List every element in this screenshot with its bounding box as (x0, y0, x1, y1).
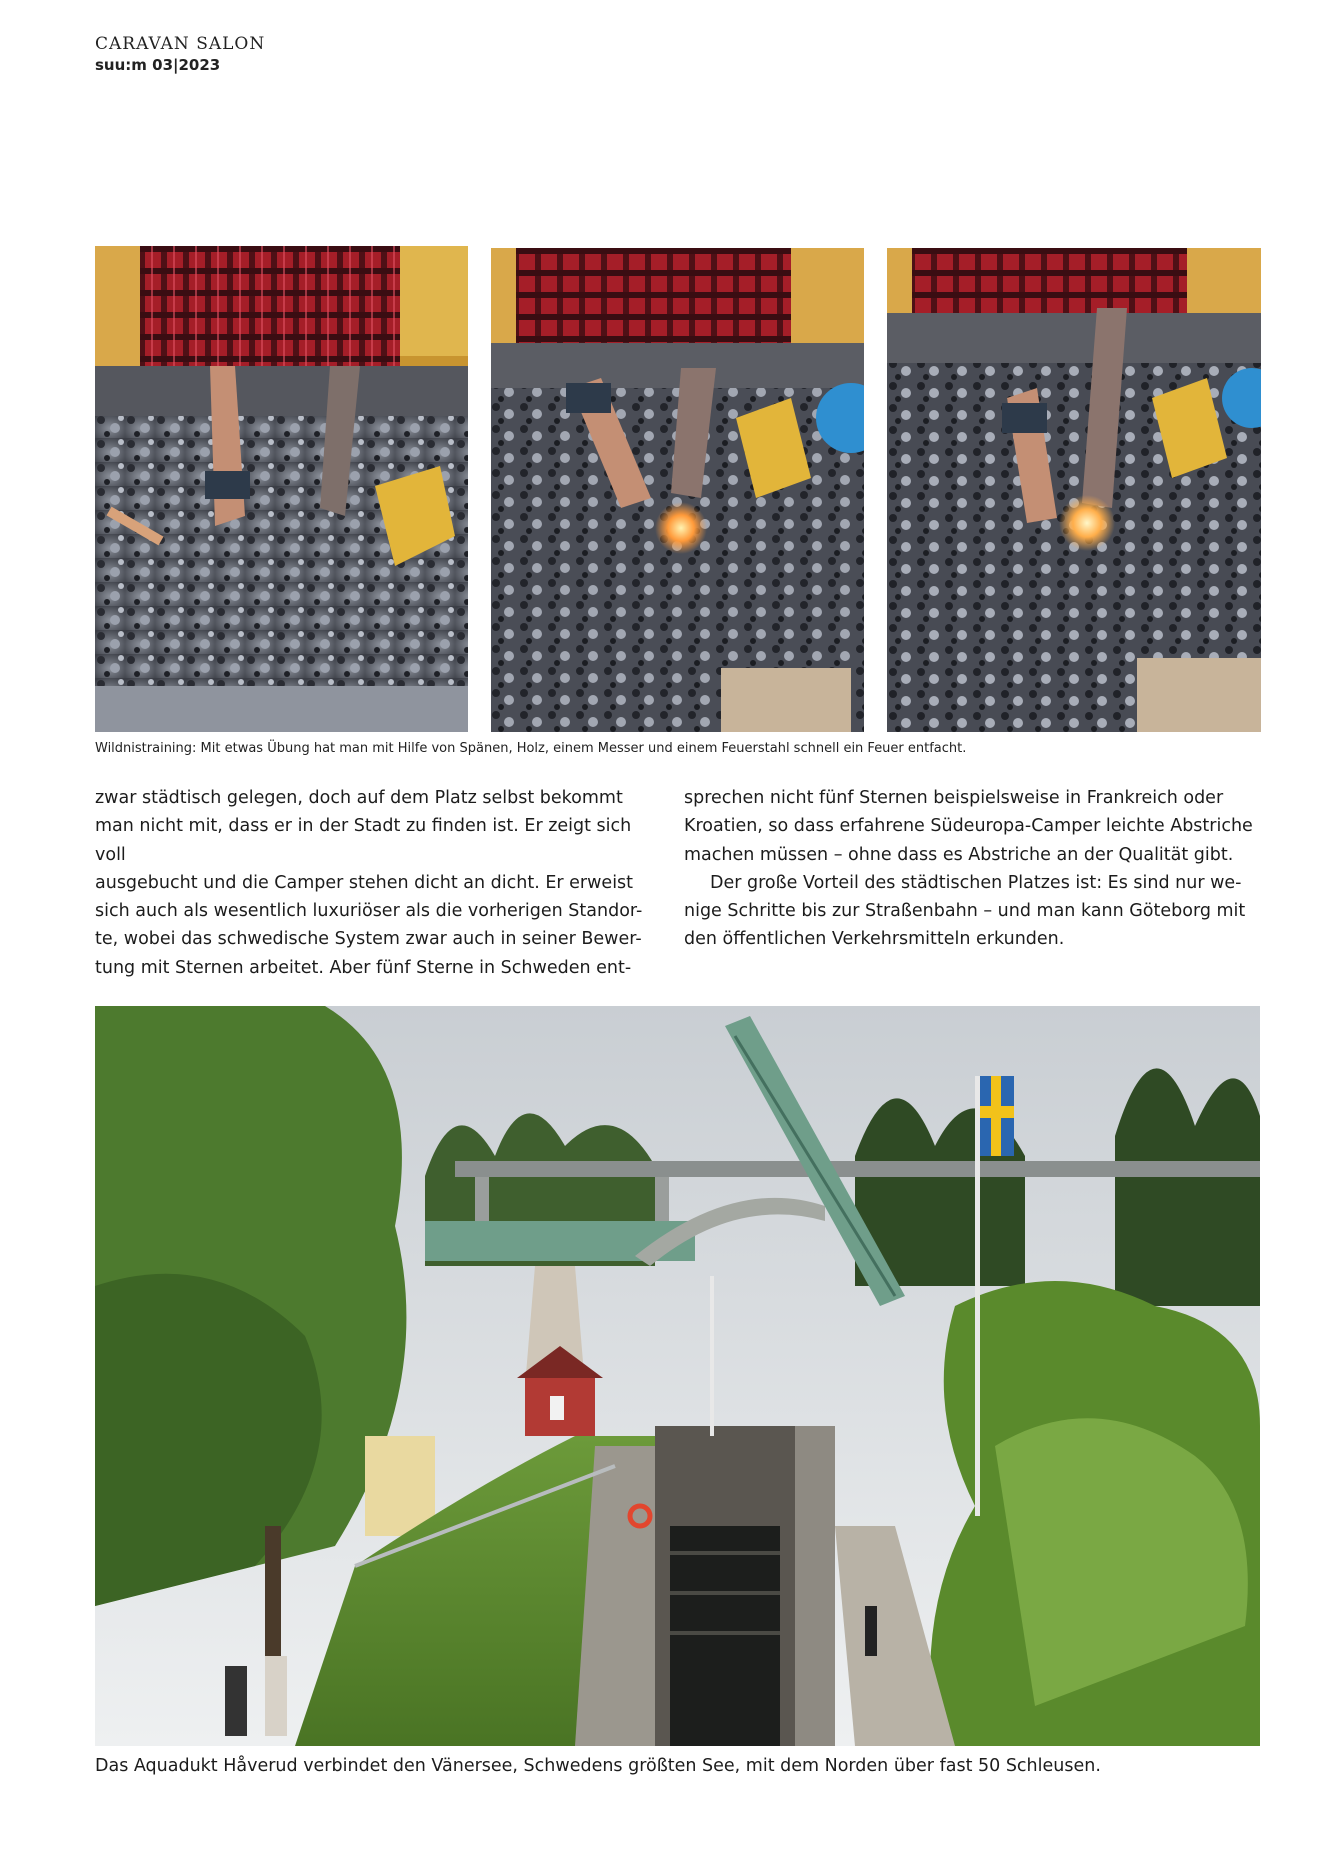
text-line: sich auch als wesentlich luxuriöser als die vorherigen Standor- (95, 901, 643, 922)
text-line: man nicht mit, dass er in der Stadt zu finden ist. Er zeigt sich voll (95, 816, 632, 865)
body-column-right (684, 784, 1259, 954)
text-line: tung mit Sternen arbeitet. Aber fünf Sterne in Schweden ent- (95, 957, 632, 978)
text-line: te, wobei das schwedische System zwar auch in seiner Bewer- (95, 929, 642, 950)
fire-photo-3 (887, 248, 1261, 732)
page-header (95, 33, 265, 75)
text-line: nige Schritte bis zur Straßenbahn – und man kann Göteborg mit (684, 901, 1246, 922)
text-line: Der große Vorteil des städtischen Platzes ist: Es sind nur we- (710, 872, 1242, 893)
text-line: machen müssen – ohne dass es Abstriche an der Qualität gibt. (684, 844, 1234, 865)
body-paragraph (95, 784, 661, 982)
text-line: Kroatien, so dass erfahrene Südeuropa-Camper leichte Abstriche (684, 816, 1253, 837)
text-line: sprechen nicht fünf Sternen beispielsweise in Frankreich oder (684, 788, 1224, 808)
text-line: den öffentlichen Verkehrsmitteln erkunden. (684, 929, 1065, 950)
body-paragraph (684, 869, 1259, 954)
section-title: CARAVAN SALON (95, 34, 266, 54)
body-column-left (95, 784, 661, 982)
fire-photo-caption: Wildnistraining: Mit etwas Übung hat man mit Hilfe von Spänen, Holz, einem Messer und einem Feuerstahl schnell ein Feuer entfacht. (95, 741, 967, 756)
aqueduct-photo (95, 1006, 1260, 1746)
fire-photo-1 (95, 246, 468, 732)
fire-photo-2 (491, 248, 864, 732)
issue-label: suu:m 03|2023 (95, 56, 221, 74)
text-line: zwar städtisch gelegen, doch auf dem Platz selbst bekommt (95, 788, 623, 808)
body-paragraph (684, 784, 1259, 869)
aqueduct-photo-caption: Das Aquadukt Håverud verbindet den Vänersee, Schwedens größten See, mit dem Norden über fast 50 Schleusen. (95, 1756, 1101, 1776)
text-line: ausgebucht und die Camper stehen dicht an dicht. Er erweist (95, 872, 634, 893)
